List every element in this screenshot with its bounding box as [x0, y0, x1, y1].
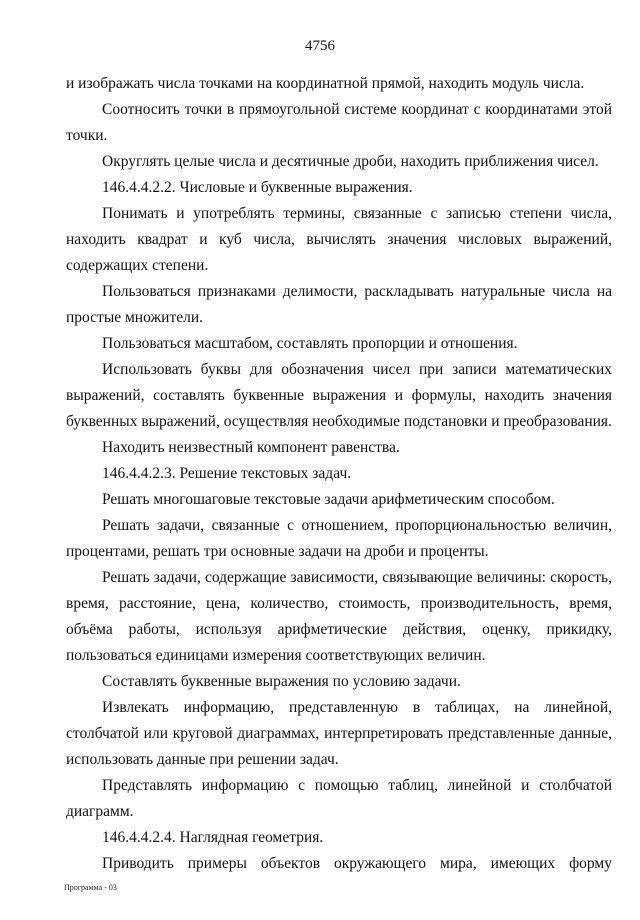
paragraph-letters: Использовать буквы для обозначения чисел при записи математических выражений, составлять буквенные выражения и формулы, находить значения буквенных выражений, осуществляя необходимые подстановки и преобразования.	[66, 361, 612, 430]
section-heading-word-problems: 146.4.4.2.3. Решение текстовых задач.	[102, 465, 352, 482]
paragraph-represent-info: Представлять информацию с помощью таблиц, линейной и столбчатой диаграмм.	[66, 777, 612, 820]
page-number: 4756	[305, 38, 335, 54]
paragraph-coordinates: Соотносить точки в прямоугольной системе координат с координатами этой точки.	[66, 101, 612, 144]
paragraph-continuation: и изображать числа точками на координатной прямой, находить модуль числа.	[66, 75, 585, 92]
footer-program-label: Программа - 03	[64, 883, 117, 892]
paragraph-powers: Понимать и употреблять термины, связанные с записью степени числа, находить квадрат и куб числа, вычислять значения числовых выражений, содержащих степени.	[66, 205, 612, 274]
paragraph-unknown-component: Находить неизвестный компонент равенства.	[102, 439, 400, 456]
paragraph-letter-expressions: Составлять буквенные выражения по условию задачи.	[102, 673, 461, 690]
paragraph-proportions: Решать задачи, связанные с отношением, пропорциональностью величин, процентами, решать три основные задачи на дроби и проценты.	[66, 517, 612, 560]
paragraph-divisibility: Пользоваться признаками делимости, раскладывать натуральные числа на простые множители.	[66, 283, 612, 326]
paragraph-scale: Пользоваться масштабом, составлять пропорции и отношения.	[102, 335, 518, 352]
document-body	[66, 71, 612, 877]
paragraph-rounding: Округлять целые числа и десятичные дроби, находить приближения чисел.	[102, 153, 599, 170]
section-heading-geometry: 146.4.4.2.4. Наглядная геометрия.	[102, 829, 324, 846]
paragraph-extract-info: Извлекать информацию, представленную в таблицах, на линейной, столбчатой или круговой диаграммах, интерпретировать представленные данные, использовать данные при решении задач.	[66, 699, 612, 768]
paragraph-examples: Приводить примеры объектов окружающего мира, имеющих форму	[102, 855, 612, 872]
section-heading-expressions: 146.4.4.2.2. Числовые и буквенные выражения.	[102, 179, 413, 196]
paragraph-dependencies: Решать задачи, содержащие зависимости, связывающие величины: скорость, время, расстояние, цена, количество, стоимость, производительность, время, объёма работы, используя арифметические действия, оценку, прикидку, пользоваться единицами измерения соответствующих величин.	[66, 569, 612, 664]
paragraph-multistep: Решать многошаговые текстовые задачи арифметическим способом.	[102, 491, 555, 508]
